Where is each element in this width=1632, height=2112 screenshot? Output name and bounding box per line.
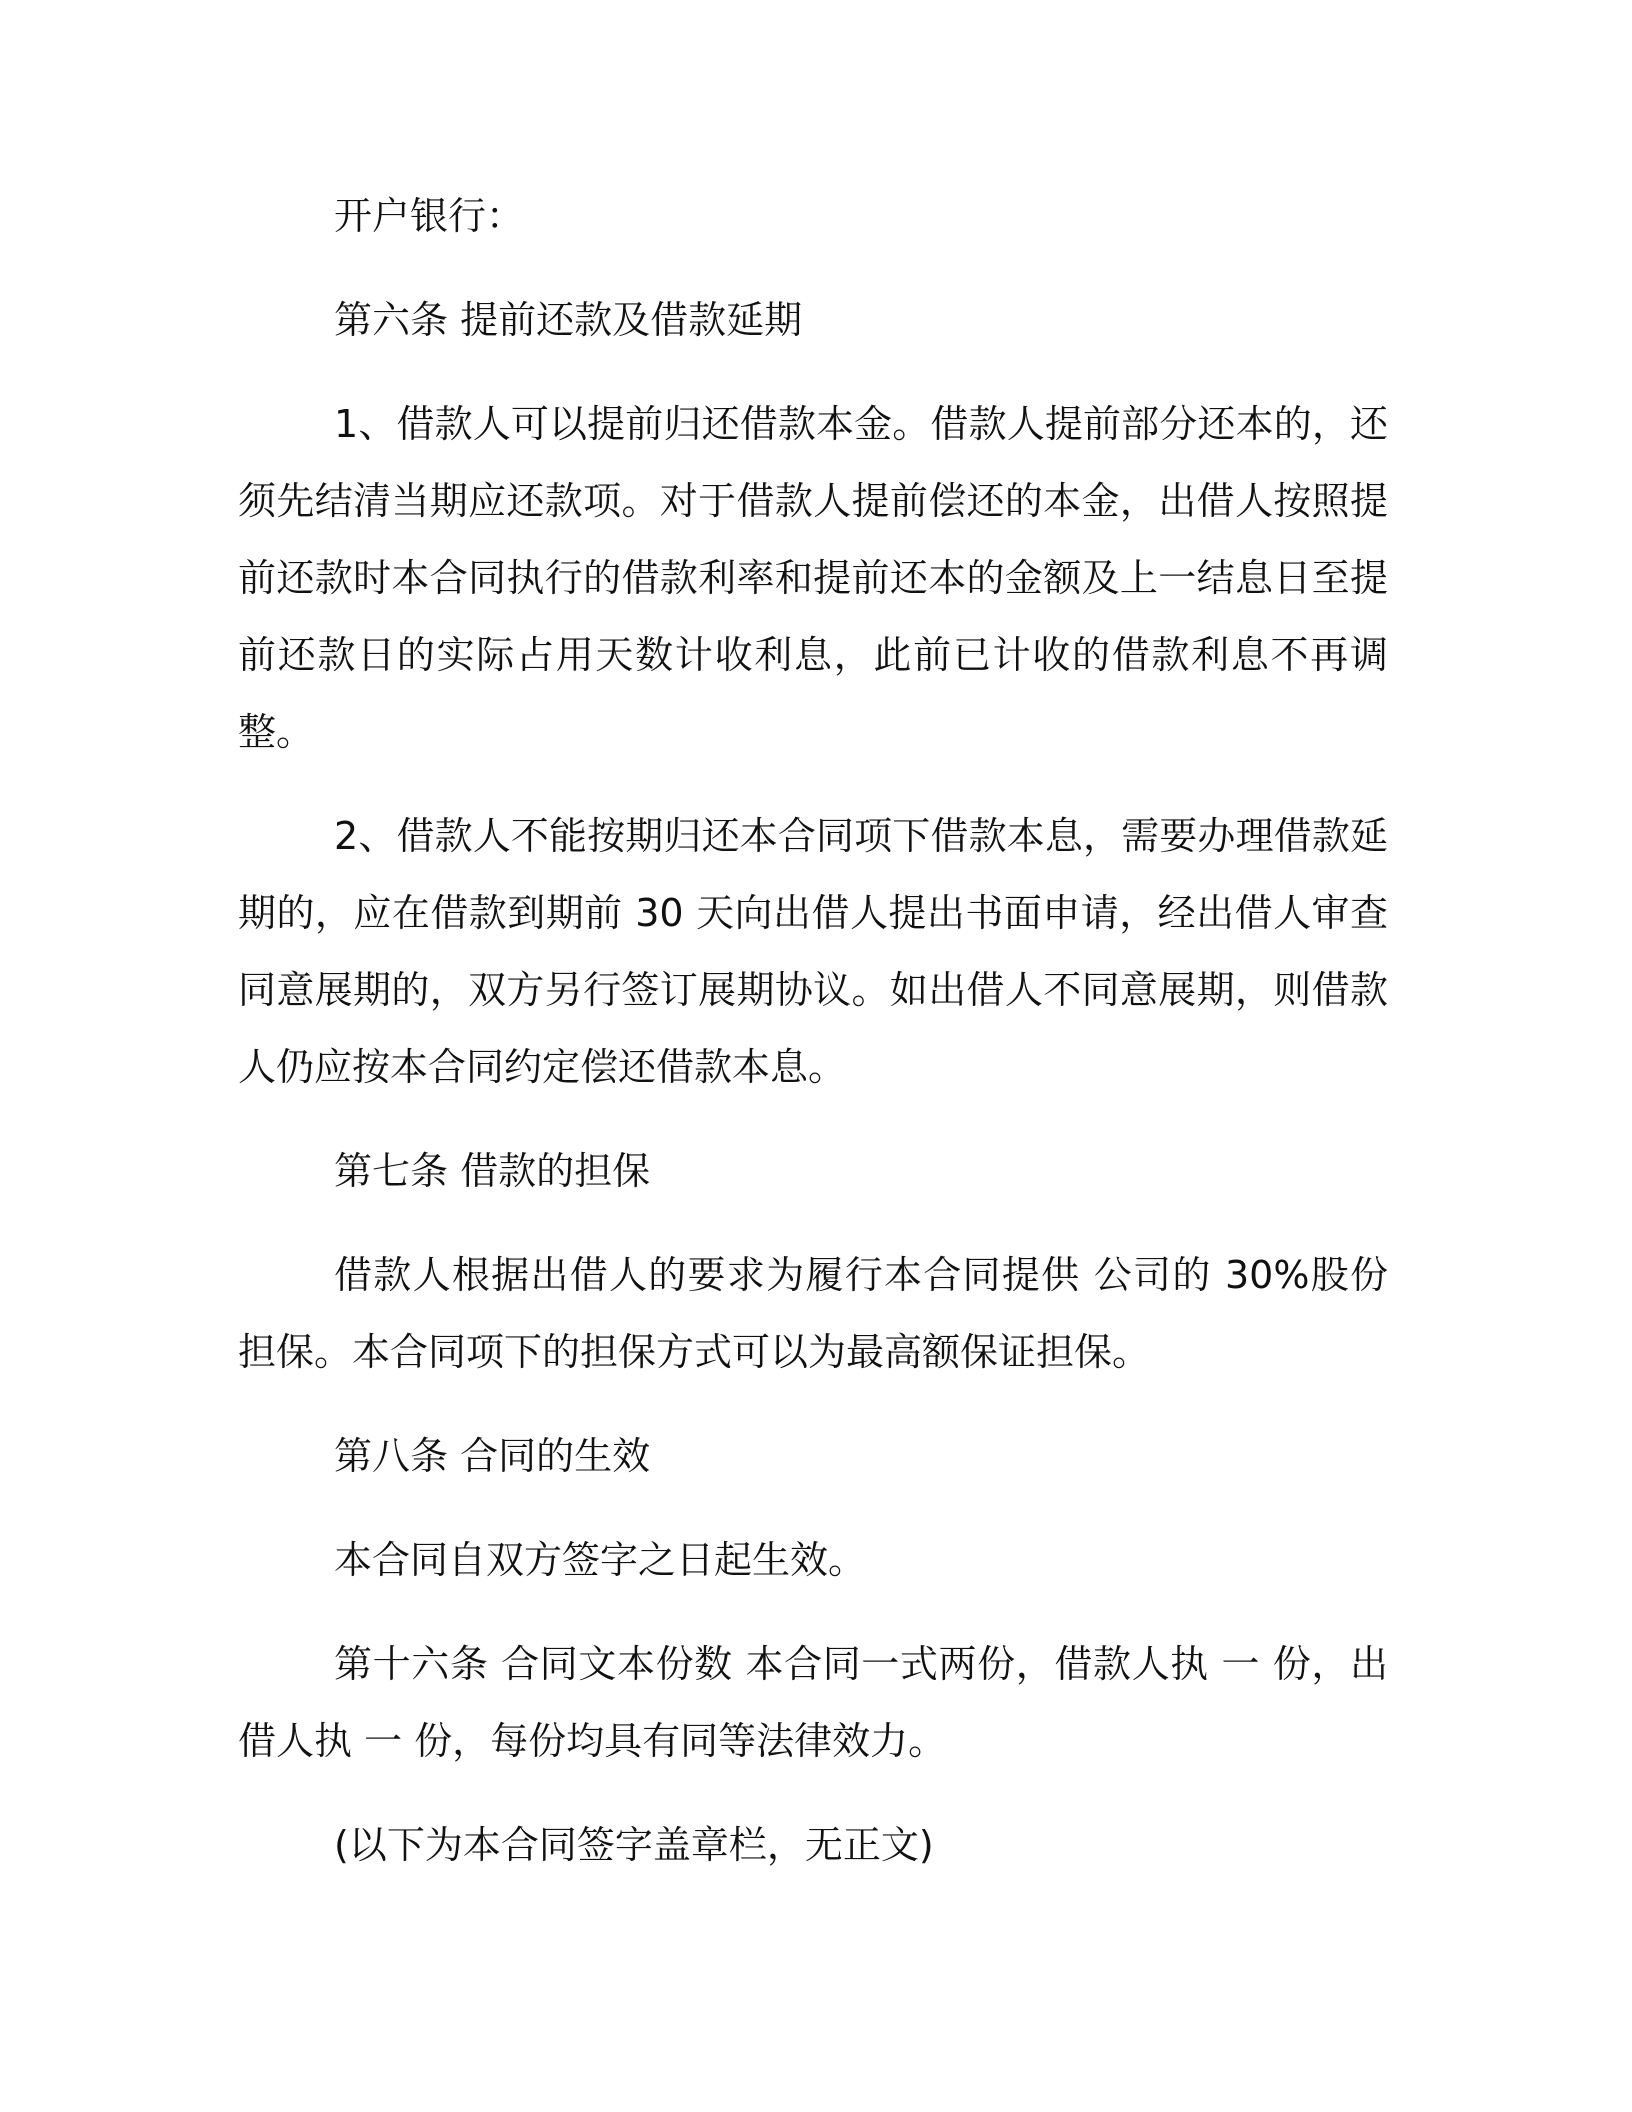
article-7-body: 借款人根据出借人的要求为履行本合同提供 公司的 30%股份担保。本合同项下的担保方式可以为最高额保证担保。 bbox=[238, 1253, 1388, 1374]
article-16-body: 第十六条 合同文本份数 本合同一式两份，借款人执 一 份，出借人执 一 份，每份均具有同等法律效力。 bbox=[238, 1642, 1388, 1763]
article-6-clause-2: 2、借款人不能按期归还本合同项下借款本息，需要办理借款延期的，应在借款到期前 30 天向出借人提出书面申请，经出借人审查同意展期的，双方另行签订展期协议。如出借人不同意展期，则借款人仍应按本合同约定偿还借款本息。 bbox=[238, 814, 1388, 1089]
document-body bbox=[238, 178, 1388, 1911]
article-7-heading: 第七条 借款的担保 bbox=[334, 1149, 651, 1193]
article-8-heading: 第八条 合同的生效 bbox=[334, 1434, 651, 1478]
bank-label: 开户银行： bbox=[334, 194, 525, 238]
signature-note: (以下为本合同签字盖章栏，无正文) bbox=[334, 1823, 934, 1867]
article-8-body: 本合同自双方签字之日起生效。 bbox=[334, 1538, 867, 1582]
article-6-clause-1: 1、借款人可以提前归还借款本金。借款人提前部分还本的，还须先结清当期应还款项。对于借款人提前偿还的本金，出借人按照提前还款时本合同执行的借款利率和提前还本的金额及上一结息日至提前还款日的实际占用天数计收利息，此前已计收的借款利息不再调整。 bbox=[238, 402, 1388, 754]
article-6-heading: 第六条 提前还款及借款延期 bbox=[334, 298, 803, 342]
